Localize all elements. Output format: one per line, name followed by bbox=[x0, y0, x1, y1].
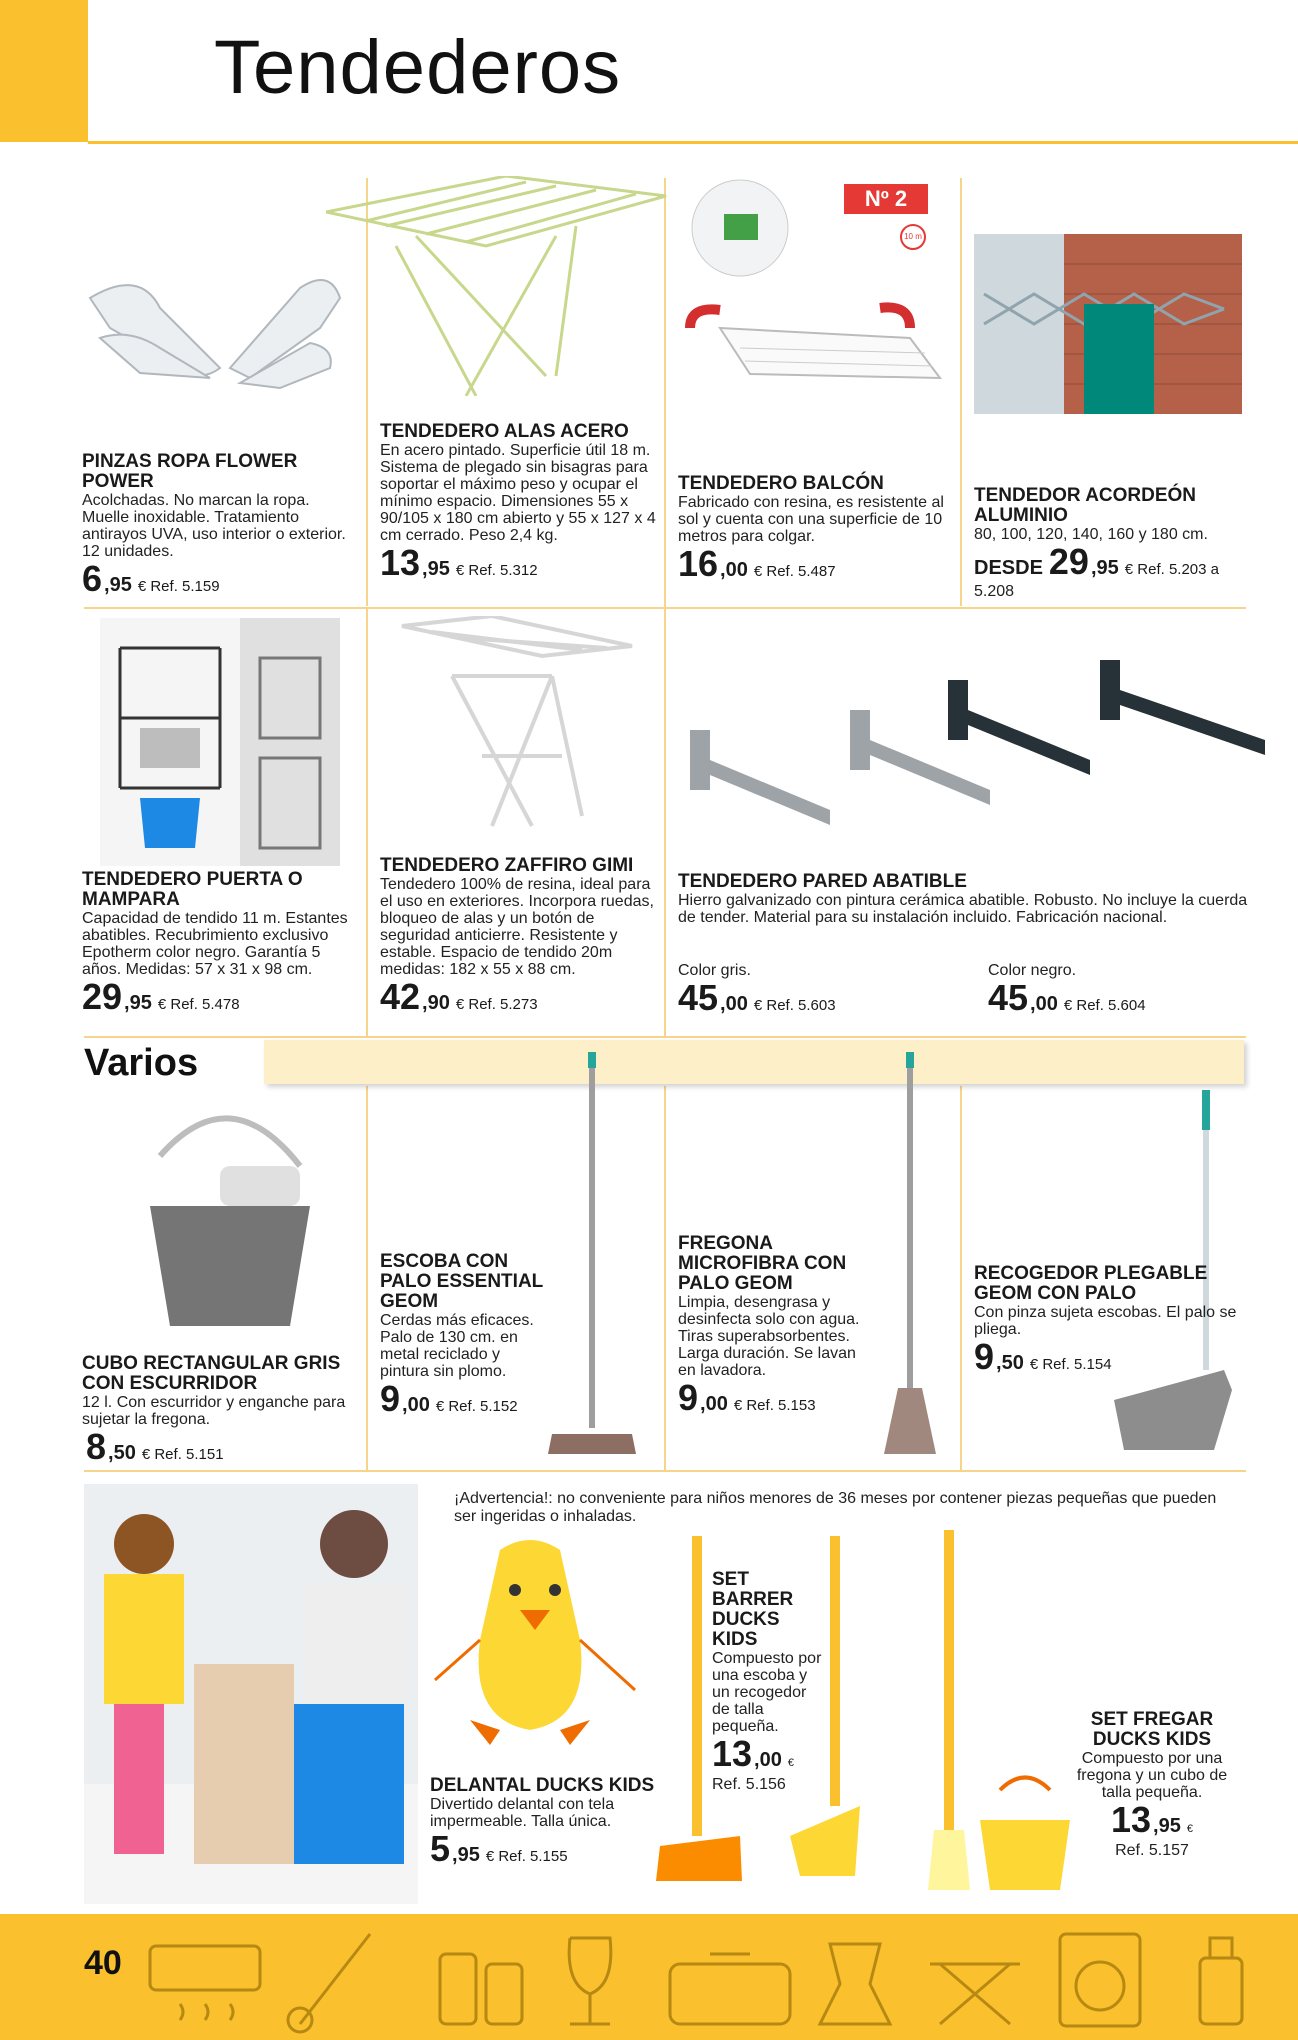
door-rack-image bbox=[100, 618, 340, 866]
price-int: 13 bbox=[712, 1733, 753, 1774]
price-int: 9 bbox=[974, 1336, 995, 1377]
product-set-barrer bbox=[712, 1570, 826, 1793]
product-desc: Cerdas más eficaces. Palo de 130 cm. en metal reciclado y pintura sin plomo. bbox=[380, 1312, 534, 1380]
product-balcon bbox=[678, 474, 958, 591]
currency: € bbox=[787, 1757, 794, 1769]
product-desc: Compuesto por una fregona y un cubo de talla pequeña. bbox=[1076, 1750, 1228, 1801]
price bbox=[678, 979, 958, 1025]
product-desc: 80, 100, 120, 140, 160 y 180 cm. bbox=[974, 526, 1208, 543]
product-acordeon bbox=[974, 486, 1254, 600]
safety-warning: ¡Advertencia!: no conveniente para niños menores de 36 meses por contener piezas pequeñas que pueden ser ingeridas o inhaladas. bbox=[454, 1490, 1217, 1525]
product-desc: Con pinza sujeta escobas. El palo se pliega. bbox=[974, 1304, 1237, 1338]
product-pinzas bbox=[82, 452, 352, 606]
price-int: 16 bbox=[678, 543, 719, 584]
variant-gris bbox=[678, 962, 958, 1025]
price-cents: ,00 bbox=[1030, 993, 1058, 1015]
product-ref: € Ref. 5.273 bbox=[455, 996, 538, 1013]
product-ref: € Ref. 5.153 bbox=[733, 1397, 816, 1414]
price bbox=[678, 545, 958, 591]
price-cents: ,00 bbox=[720, 559, 748, 581]
wall-rack-image bbox=[680, 650, 1270, 850]
clothespins-image bbox=[80, 258, 350, 398]
price-prefix: DESDE bbox=[974, 557, 1043, 579]
product-alas-acero bbox=[380, 422, 658, 590]
price bbox=[988, 979, 1268, 1025]
page-title: Tendederos bbox=[214, 25, 622, 110]
product-ref: € Ref. 5.155 bbox=[485, 1848, 568, 1865]
price bbox=[82, 560, 352, 606]
product-name: TENDEDOR ACORDEÓN ALUMINIO bbox=[974, 485, 1197, 526]
price bbox=[974, 1338, 1244, 1384]
product-name: PINZAS ROPA FLOWER POWER bbox=[82, 451, 298, 492]
product-ref: Ref. 5.157 bbox=[1115, 1842, 1189, 1859]
price-cents: ,95 bbox=[422, 558, 450, 580]
product-name: TENDEDERO PUERTA O MAMPARA bbox=[82, 869, 303, 910]
product-escoba bbox=[380, 1252, 550, 1426]
currency: € bbox=[1186, 1823, 1193, 1835]
product-name: SET FREGAR DUCKS KIDS bbox=[1090, 1709, 1214, 1750]
product-desc: Fabricado con resina, es resistente al sol y cuenta con una superficie de 10 metros para colgar. bbox=[678, 494, 944, 545]
kids-photo bbox=[84, 1484, 418, 1904]
product-desc: Tendedero 100% de resina, ideal para el uso en exteriores. Incorpora ruedas, bloqueo de alas y un botón de seguridad anticierre. Resistente y estable. Espacio de tendido 20m medidas: 182 x 55 x 88 cm. bbox=[380, 876, 654, 978]
price-int: 42 bbox=[380, 976, 421, 1017]
apron-image bbox=[430, 1530, 640, 1760]
salt-pepper-icon bbox=[440, 1954, 522, 2024]
price-int: 6 bbox=[82, 558, 103, 599]
divider bbox=[366, 608, 368, 1036]
product-desc: Capacidad de tendido 11 m. Estantes abatibles. Recubrimiento exclusivo Epotherm color negro. Garantía 5 años. Medidas: 57 x 31 x 98 cm. bbox=[82, 910, 348, 978]
product-ref: € Ref. 5.312 bbox=[455, 562, 538, 579]
product-pared-abatible bbox=[678, 872, 1248, 926]
product-fregona bbox=[678, 1234, 878, 1425]
product-name: TENDEDERO ALAS ACERO bbox=[380, 421, 629, 442]
capacity-badge: 10 m bbox=[900, 224, 926, 250]
price-int: 13 bbox=[1111, 1799, 1152, 1840]
product-ref: € Ref. 5.478 bbox=[157, 996, 240, 1013]
ironing-board-icon bbox=[930, 1964, 1020, 2024]
product-desc: Divertido delantal con tela impermeable. Talla única. bbox=[430, 1796, 615, 1830]
price bbox=[82, 1428, 362, 1474]
product-ref: € Ref. 5.203 a bbox=[1124, 561, 1219, 578]
price bbox=[712, 1735, 826, 1782]
price-cents: ,95 bbox=[104, 574, 132, 596]
coffee-maker-icon bbox=[820, 1944, 890, 2024]
product-name: TENDEDERO ZAFFIRO GIMI bbox=[380, 855, 634, 876]
price-int: 45 bbox=[678, 977, 719, 1018]
product-desc: 12 l. Con escurridor y enganche para sujetar la fregona. bbox=[82, 1394, 346, 1428]
product-cubo bbox=[82, 1354, 362, 1474]
price bbox=[380, 1380, 550, 1426]
product-name: FREGONA MICROFIBRA CON PALO GEOM bbox=[678, 1233, 847, 1294]
price-cents: ,95 bbox=[452, 1844, 480, 1866]
mop-image bbox=[880, 1052, 940, 1458]
freezer-spray-icon bbox=[1200, 1938, 1242, 2024]
variant-label: Color gris. bbox=[678, 962, 751, 979]
variant-label: Color negro. bbox=[988, 962, 1077, 979]
variant-negro bbox=[988, 962, 1268, 1025]
header-accent-tab bbox=[0, 0, 88, 142]
product-name: RECOGEDOR PLEGABLE GEOM CON PALO bbox=[974, 1263, 1208, 1304]
price-int: 5 bbox=[430, 1828, 451, 1869]
product-delantal bbox=[430, 1776, 660, 1876]
product-ref: € Ref. 5.603 bbox=[753, 997, 836, 1014]
price bbox=[678, 1379, 878, 1425]
product-ref: € Ref. 5.152 bbox=[435, 1398, 518, 1415]
broom-image bbox=[544, 1052, 640, 1456]
price-int: 45 bbox=[988, 977, 1029, 1018]
price-int: 9 bbox=[380, 1378, 401, 1419]
product-puerta bbox=[82, 870, 362, 1024]
product-ref: € Ref. 5.154 bbox=[1029, 1356, 1112, 1373]
price bbox=[380, 978, 658, 1024]
washing-machine-icon bbox=[1060, 1934, 1140, 2026]
product-ref: € Ref. 5.151 bbox=[141, 1446, 224, 1463]
footer-icons bbox=[140, 1924, 1280, 2034]
price-cents: ,00 bbox=[402, 1394, 430, 1416]
price-cents: ,90 bbox=[422, 992, 450, 1014]
product-recogedor bbox=[974, 1264, 1244, 1384]
price-cents: ,00 bbox=[754, 1749, 782, 1771]
price-int: 9 bbox=[678, 1377, 699, 1418]
price bbox=[430, 1830, 660, 1876]
wine-glass-icon bbox=[569, 1938, 611, 2024]
price-int: 13 bbox=[380, 542, 421, 583]
product-desc: Limpia, desengrasa y desinfecta solo con agua. Tiras superabsorbentes. Larga duración. Se lavan en lavadora. bbox=[678, 1294, 860, 1379]
product-name: TENDEDERO BALCÓN bbox=[678, 473, 884, 494]
product-desc: En acero pintado. Superficie útil 18 m. Sistema de plegado sin bisagras para soportar el máximo peso y ocupar el mínimo espacio. Dimensiones 55 x 90/105 x 180 cm abierto y 55 x 127 x 4 cm cerrado. Peso 2,4 kg. bbox=[380, 442, 656, 544]
product-desc: Acolchadas. No marcan la ropa. Muelle inoxidable. Tratamiento antirayos UVA, uso interior o exterior. 12 unidades. bbox=[82, 492, 346, 560]
price-int: 8 bbox=[86, 1426, 107, 1467]
product-ref: € Ref. 5.604 bbox=[1063, 997, 1146, 1014]
pot-icon bbox=[670, 1954, 790, 2024]
price bbox=[82, 978, 362, 1024]
price-int: 29 bbox=[82, 976, 123, 1017]
price-cents: ,00 bbox=[700, 1393, 728, 1415]
divider bbox=[366, 1086, 368, 1470]
price-cents: ,95 bbox=[1153, 1815, 1181, 1837]
product-ref-continued: 5.208 bbox=[974, 583, 1015, 600]
product-ref: € Ref. 5.159 bbox=[137, 578, 220, 595]
price bbox=[1062, 1801, 1242, 1848]
price-cents: ,50 bbox=[996, 1352, 1024, 1374]
product-ref: € Ref. 5.487 bbox=[753, 563, 836, 580]
section-title: Varios bbox=[84, 1042, 199, 1084]
price-int: 29 bbox=[1048, 541, 1089, 582]
divider bbox=[664, 1086, 666, 1470]
drying-rack-wings-image bbox=[326, 176, 676, 396]
price-cents: ,50 bbox=[108, 1442, 136, 1464]
air-conditioner-icon bbox=[150, 1946, 260, 2020]
price-cents: ,00 bbox=[720, 993, 748, 1015]
product-desc: Compuesto por una escoba y un recogedor de talla pequeña. bbox=[712, 1650, 822, 1735]
divider bbox=[960, 178, 962, 606]
price bbox=[380, 544, 658, 590]
section-band bbox=[264, 1040, 1244, 1084]
product-name: CUBO RECTANGULAR GRIS CON ESCURRIDOR bbox=[82, 1353, 341, 1394]
divider bbox=[960, 1086, 962, 1470]
divider bbox=[84, 1036, 1246, 1038]
product-zaffiro bbox=[380, 856, 658, 1024]
product-name: TENDEDERO PARED ABATIBLE bbox=[678, 871, 967, 892]
ranking-badge: Nº 2 bbox=[844, 184, 928, 214]
product-set-fregar bbox=[1062, 1710, 1242, 1859]
balcony-rack-image bbox=[680, 178, 956, 428]
title-rule bbox=[88, 141, 1298, 144]
kitchen-utensils-icon bbox=[288, 1934, 370, 2032]
product-desc: Hierro galvanizado con pintura cerámica abatible. Robusto. No incluye la cuerda de tender. Material para su instalación incluido. Fabricación nacional. bbox=[678, 892, 1248, 926]
accordion-rack-image bbox=[974, 234, 1242, 414]
bucket-image bbox=[140, 1096, 320, 1336]
price-cents: ,95 bbox=[124, 992, 152, 1014]
product-name: DELANTAL DUCKS KIDS bbox=[430, 1775, 655, 1796]
product-ref: Ref. 5.156 bbox=[712, 1776, 786, 1793]
product-name: SET BARRER DUCKS KIDS bbox=[712, 1569, 794, 1650]
price-cents: ,95 bbox=[1090, 557, 1119, 579]
zaffiro-rack-image bbox=[392, 616, 642, 846]
price bbox=[974, 543, 1254, 589]
page-number: 40 bbox=[84, 1944, 122, 1982]
product-name: ESCOBA CON PALO ESSENTIAL GEOM bbox=[380, 1251, 543, 1312]
